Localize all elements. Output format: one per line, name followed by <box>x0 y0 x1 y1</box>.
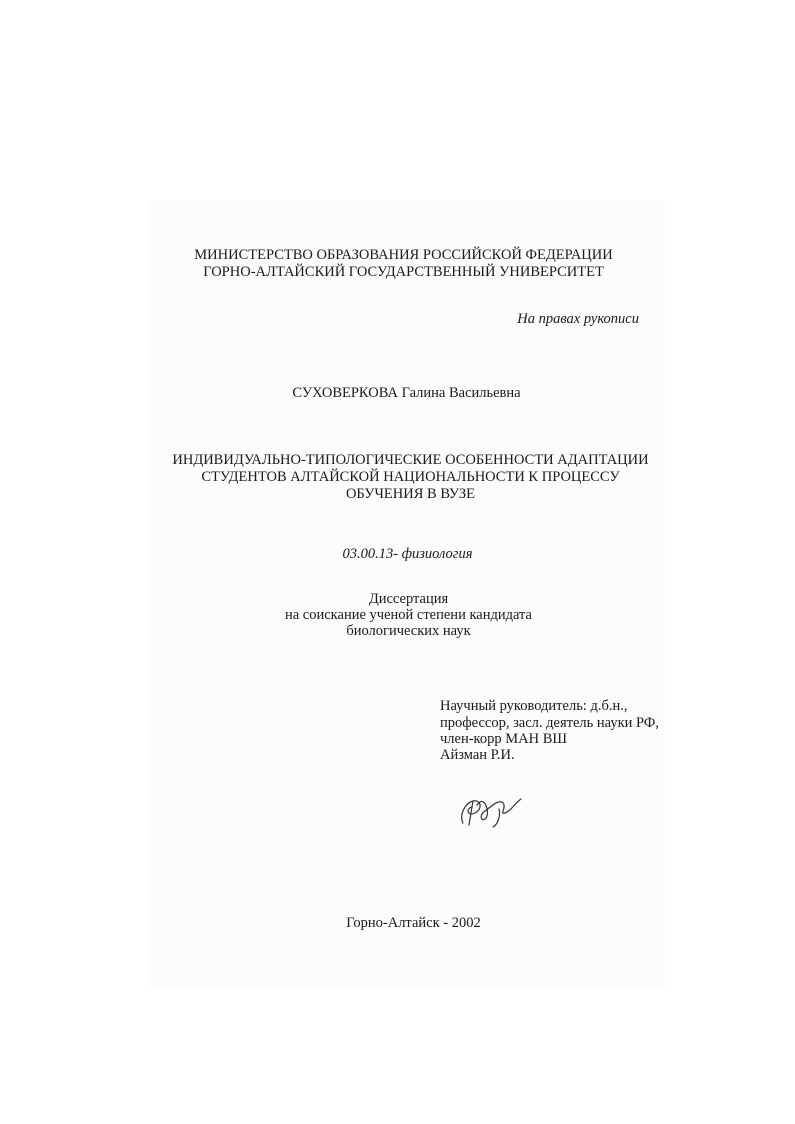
supervisor-line-3: член-корр МАН ВШ <box>440 731 567 747</box>
rights-note: На правах рукописи <box>517 311 639 327</box>
dissertation-line-3: биологических наук <box>346 623 471 639</box>
title-line-3: ОБУЧЕНИЯ В ВУЗЕ <box>345 486 476 502</box>
university-heading: ГОРНО-АЛТАЙСКИЙ ГОСУДАРСТВЕННЫЙ УНИВЕРСИТЕТ <box>203 264 604 280</box>
supervisor-line-1: Научный руководитель: д.б.н., <box>440 698 628 714</box>
author-name: СУХОВЕРКОВА Галина Васильевна <box>292 385 521 401</box>
dissertation-line-2: на соискание ученой степени кандидата <box>284 607 532 623</box>
ministry-heading: МИНИСТЕРСТВО ОБРАЗОВАНИЯ РОССИЙСКОЙ ФЕДЕРАЦИИ <box>194 247 613 263</box>
specialty-code: 03.00.13- физиология <box>342 546 473 562</box>
title-line-1: ИНДИВИДУАЛЬНО-ТИПОЛОГИЧЕСКИЕ ОСОБЕННОСТИ АДАПТАЦИИ <box>172 452 649 468</box>
supervisor-line-2: профессор, засл. деятель науки РФ, <box>440 715 659 731</box>
title-line-2: СТУДЕНТОВ АЛТАЙСКОЙ НАЦИОНАЛЬНОСТИ К ПРОЦЕССУ <box>201 469 620 485</box>
dissertation-line-1: Диссертация <box>368 591 449 607</box>
handwritten-signature <box>455 785 530 830</box>
place-and-year: Горно-Алтайск - 2002 <box>346 915 481 931</box>
supervisor-line-4: Айзман Р.И. <box>440 747 515 763</box>
